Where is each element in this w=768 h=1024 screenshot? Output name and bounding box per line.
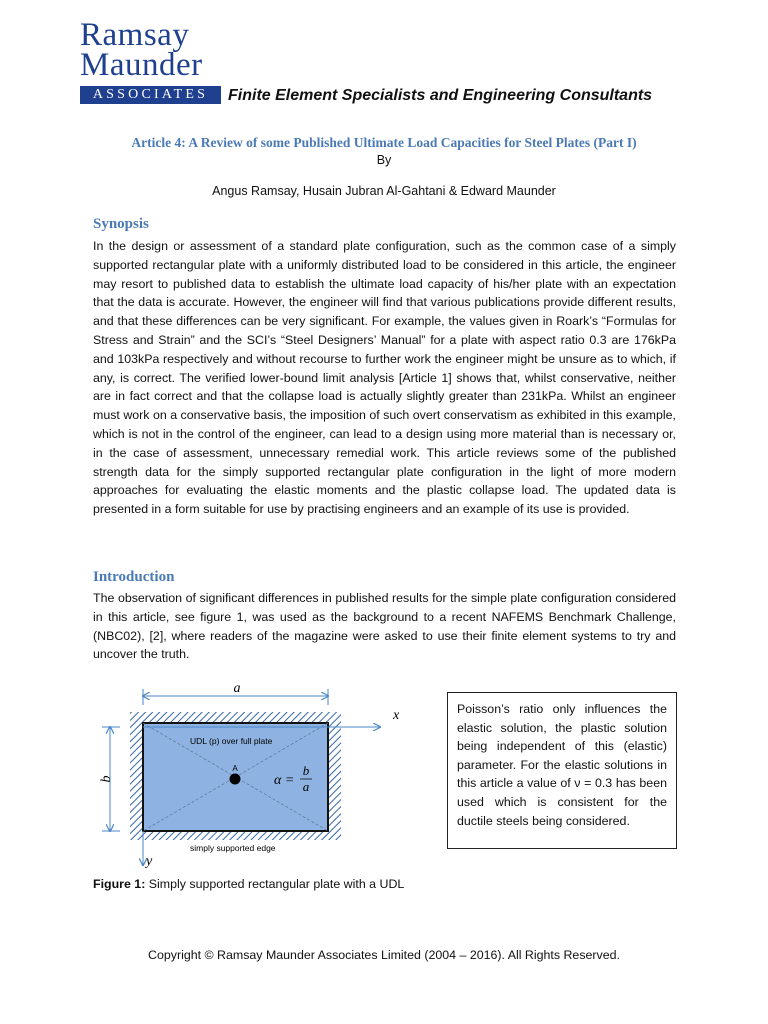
byline: By (376, 153, 392, 167)
label-b: b (99, 775, 114, 783)
udl-label: UDL (p) over full plate (190, 736, 273, 746)
point-a-marker (230, 774, 241, 785)
alpha-symbol: α = (274, 773, 295, 788)
edge-label: simply supported edge (190, 843, 276, 853)
caption-text: Simply supported rectangular plate with a UDL (145, 877, 405, 891)
logo-maunder: Maunder (80, 47, 203, 83)
introduction-paragraph: The observation of significant differences in published results for the simple plate configuration considered in this article, see figure 1, was used as the background to a recent NAFEMS Benchmark Challenge, (NBC02), [2], where readers of the magazine were asked to use their finite element systems to try and uncover the truth. (93, 591, 676, 662)
plate-diagram (90, 675, 420, 875)
point-a-label: A (232, 764, 238, 773)
copyright-footer: Copyright © Ramsay Maunder Associates Limited (2004 – 2016). All Rights Reserved. (148, 948, 620, 962)
alpha-denominator: a (302, 779, 310, 794)
authors: Angus Ramsay, Husain Jubran Al-Gahtani & Edward Maunder (212, 184, 556, 198)
label-x: x (393, 708, 400, 723)
caption-prefix: Figure 1: (93, 877, 146, 891)
introduction-heading: Introduction (93, 569, 175, 585)
synopsis-paragraph: In the design or assessment of a standard plate configuration, such as the common case of a simply supported rectangular plate with a uniformly distributed load to be considered in this article, the engineer may resort to published data to establish the ultimate load capacity of his/her plate with an expectation that the data is accurate. However, the engineer will find that various publications provide different results, and that these differences can be very significant. For example, the values given in Roark’s “Formulas for Stress and Strain” and the SCI’s “Steel Designers’ Manual” for a plate with aspect ratio 0.3 are 176kPa and 103kPa respectively and without recourse to further work the engineer might be unsure as to which, if any, is correct. The verified lower-bound limit analysis [Article 1] shows that, whilst conservative, neither are in fact correct and that the collapse load is actually slightly greater than 231kPa. Whilst an engineer must work on a conservative basis, the imposition of such overt conservatism as exhibited in this example, which is not in the control of the engineer, can lead to a design using more material than is necessary or, in the case of assessment, unnecessary remedial work. This article reviews some of the published strength data for the simply supported rectangular plate configuration in the light of more modern approaches for evaluating the elastic moments and the plastic collapse load. The updated data is presented in a form suitable for use by practising engineers and an example of its use is provided. (93, 239, 676, 517)
synopsis-heading: Synopsis (93, 216, 149, 232)
company-tagline: Finite Element Specialists and Engineering Consultants (228, 87, 653, 104)
plate-figure (90, 675, 420, 875)
label-y: y (146, 854, 153, 869)
poisson-note-box: Poisson’s ratio only influences the elastic solution, the plastic solution being independent of this (elastic) parameter. For the elastic solutions in this article a value of ν = 0.3 has been used which is consistent for the ductile steels being considered. (447, 692, 677, 849)
alpha-numerator: b (302, 763, 310, 778)
logo-ramsay: Ramsay (80, 17, 190, 53)
figure-caption (93, 877, 404, 891)
logo-associates-bar: ASSOCIATES (80, 86, 221, 104)
label-a: a (233, 681, 241, 696)
article-title: Article 4: A Review of some Published Ultimate Load Capacities for Steel Plates (Part I) (131, 135, 637, 150)
